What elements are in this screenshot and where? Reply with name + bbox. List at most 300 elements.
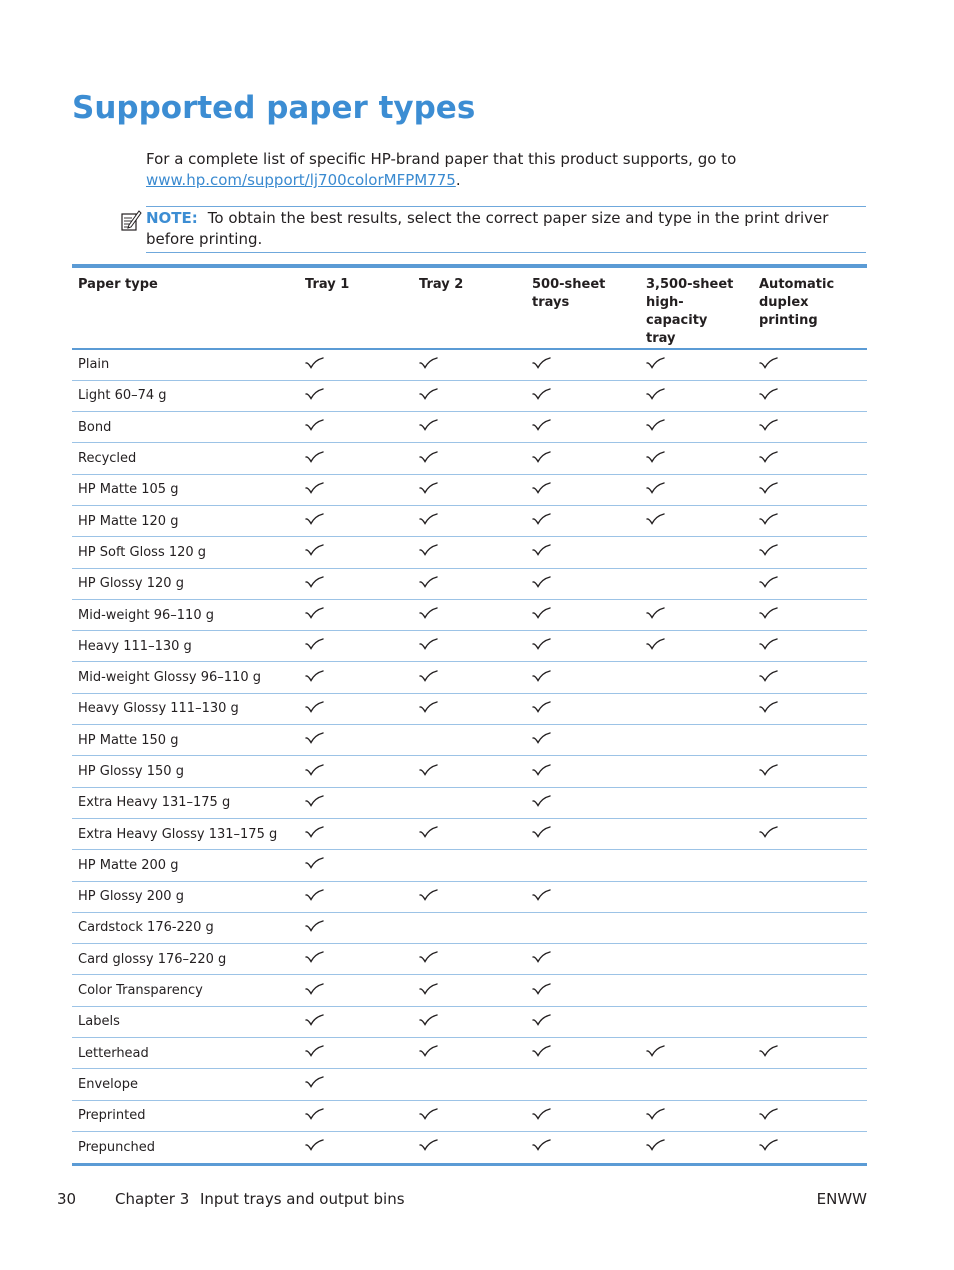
cell-tray-2 bbox=[413, 599, 526, 630]
cell-tray-1 bbox=[299, 537, 413, 568]
cell-duplex bbox=[753, 1100, 867, 1131]
checkmark-icon bbox=[419, 482, 438, 494]
checkmark-icon bbox=[759, 544, 778, 556]
cell-tray-1 bbox=[299, 850, 413, 881]
cell-3500-sheet bbox=[640, 944, 753, 975]
cell-500-sheet bbox=[526, 944, 640, 975]
checkmark-icon bbox=[532, 764, 551, 776]
cell-tray-1 bbox=[299, 725, 413, 756]
checkmark-icon bbox=[646, 451, 665, 463]
table-row bbox=[72, 349, 867, 380]
cell-duplex bbox=[753, 1131, 867, 1162]
cell-tray-2 bbox=[413, 1069, 526, 1100]
checkmark-icon bbox=[759, 826, 778, 838]
checkmark-icon bbox=[419, 1014, 438, 1026]
cell-tray-1 bbox=[299, 975, 413, 1006]
cell-3500-sheet bbox=[640, 912, 753, 943]
cell-tray-2 bbox=[413, 725, 526, 756]
cell-tray-1 bbox=[299, 1038, 413, 1069]
cell-3500-sheet bbox=[640, 662, 753, 693]
table-row bbox=[72, 1100, 867, 1131]
checkmark-icon bbox=[532, 388, 551, 400]
cell-500-sheet bbox=[526, 818, 640, 849]
checkmark-icon bbox=[532, 983, 551, 995]
cell-duplex bbox=[753, 380, 867, 411]
cell-500-sheet bbox=[526, 1100, 640, 1131]
cell-500-sheet bbox=[526, 568, 640, 599]
cell-500-sheet bbox=[526, 662, 640, 693]
checkmark-icon bbox=[646, 482, 665, 494]
cell-3500-sheet bbox=[640, 1069, 753, 1100]
cell-duplex bbox=[753, 881, 867, 912]
cell-duplex bbox=[753, 537, 867, 568]
checkmark-icon bbox=[305, 732, 324, 744]
cell-duplex bbox=[753, 568, 867, 599]
cell-duplex bbox=[753, 662, 867, 693]
cell-tray-2 bbox=[413, 1100, 526, 1131]
table-row bbox=[72, 474, 867, 505]
table-row bbox=[72, 505, 867, 536]
header-duplex: Automatic duplex printing bbox=[753, 268, 867, 349]
cell-tray-1 bbox=[299, 662, 413, 693]
support-link[interactable]: www.hp.com/support/lj700colorMFPM775 bbox=[146, 171, 456, 189]
checkmark-icon bbox=[646, 607, 665, 619]
paper-type-cell: Heavy 111–130 g bbox=[72, 631, 299, 662]
table-row bbox=[72, 850, 867, 881]
checkmark-icon bbox=[305, 826, 324, 838]
checkmark-icon bbox=[305, 889, 324, 901]
cell-tray-1 bbox=[299, 631, 413, 662]
checkmark-icon bbox=[305, 1139, 324, 1151]
checkmark-icon bbox=[532, 607, 551, 619]
intro-end: . bbox=[455, 171, 461, 189]
table-row bbox=[72, 537, 867, 568]
checkmark-icon bbox=[305, 1108, 324, 1120]
cell-tray-2 bbox=[413, 631, 526, 662]
paper-type-cell: Envelope bbox=[72, 1069, 299, 1100]
paper-type-cell: Recycled bbox=[72, 443, 299, 474]
cell-tray-1 bbox=[299, 443, 413, 474]
cell-tray-1 bbox=[299, 1100, 413, 1131]
paper-type-cell: Preprinted bbox=[72, 1100, 299, 1131]
cell-tray-1 bbox=[299, 599, 413, 630]
checkmark-icon bbox=[532, 482, 551, 494]
checkmark-icon bbox=[305, 857, 324, 869]
cell-tray-2 bbox=[413, 1131, 526, 1162]
checkmark-icon bbox=[305, 388, 324, 400]
cell-tray-1 bbox=[299, 505, 413, 536]
cell-tray-2 bbox=[413, 568, 526, 599]
paper-type-cell: HP Glossy 120 g bbox=[72, 568, 299, 599]
table-row bbox=[72, 1131, 867, 1162]
checkmark-icon bbox=[305, 670, 324, 682]
cell-duplex bbox=[753, 818, 867, 849]
checkmark-icon bbox=[532, 638, 551, 650]
paper-type-cell: Extra Heavy 131–175 g bbox=[72, 787, 299, 818]
checkmark-icon bbox=[419, 670, 438, 682]
cell-duplex bbox=[753, 1006, 867, 1037]
cell-tray-2 bbox=[413, 349, 526, 380]
paper-type-cell: HP Matte 200 g bbox=[72, 850, 299, 881]
cell-tray-1 bbox=[299, 1069, 413, 1100]
note-text: To obtain the best results, select the correct paper size and type in the print driver before printing. bbox=[146, 209, 829, 248]
cell-500-sheet bbox=[526, 505, 640, 536]
cell-500-sheet bbox=[526, 380, 640, 411]
checkmark-icon bbox=[419, 701, 438, 713]
cell-tray-1 bbox=[299, 1006, 413, 1037]
cell-3500-sheet bbox=[640, 631, 753, 662]
note-box bbox=[146, 206, 866, 253]
table-row bbox=[72, 693, 867, 724]
cell-3500-sheet bbox=[640, 505, 753, 536]
cell-duplex bbox=[753, 505, 867, 536]
checkmark-icon bbox=[759, 513, 778, 525]
cell-500-sheet bbox=[526, 1038, 640, 1069]
header-3500-sheet: 3,500-sheet high-capacity tray bbox=[640, 268, 753, 349]
cell-duplex bbox=[753, 975, 867, 1006]
cell-tray-2 bbox=[413, 662, 526, 693]
checkmark-icon bbox=[305, 576, 324, 588]
cell-tray-1 bbox=[299, 693, 413, 724]
cell-tray-2 bbox=[413, 474, 526, 505]
paper-type-cell: Bond bbox=[72, 412, 299, 443]
cell-tray-1 bbox=[299, 349, 413, 380]
cell-500-sheet bbox=[526, 631, 640, 662]
cell-500-sheet bbox=[526, 850, 640, 881]
cell-tray-1 bbox=[299, 944, 413, 975]
table-row bbox=[72, 1069, 867, 1100]
table-row bbox=[72, 975, 867, 1006]
cell-tray-2 bbox=[413, 1006, 526, 1037]
cell-duplex bbox=[753, 631, 867, 662]
checkmark-icon bbox=[305, 764, 324, 776]
header-tray-1: Tray 1 bbox=[299, 268, 413, 349]
checkmark-icon bbox=[305, 920, 324, 932]
cell-tray-1 bbox=[299, 756, 413, 787]
cell-duplex bbox=[753, 412, 867, 443]
cell-tray-2 bbox=[413, 756, 526, 787]
cell-500-sheet bbox=[526, 599, 640, 630]
checkmark-icon bbox=[419, 764, 438, 776]
cell-tray-1 bbox=[299, 380, 413, 411]
checkmark-icon bbox=[305, 357, 324, 369]
cell-tray-2 bbox=[413, 505, 526, 536]
checkmark-icon bbox=[532, 1139, 551, 1151]
checkmark-icon bbox=[532, 670, 551, 682]
intro-paragraph bbox=[146, 149, 866, 191]
checkmark-icon bbox=[532, 419, 551, 431]
cell-tray-2 bbox=[413, 693, 526, 724]
cell-duplex bbox=[753, 850, 867, 881]
checkmark-icon bbox=[759, 764, 778, 776]
cell-3500-sheet bbox=[640, 818, 753, 849]
paper-type-cell: Mid-weight Glossy 96–110 g bbox=[72, 662, 299, 693]
footer-section: Input trays and output bins bbox=[200, 1190, 405, 1208]
checkmark-icon bbox=[419, 544, 438, 556]
paper-type-cell: Light 60–74 g bbox=[72, 380, 299, 411]
table-row bbox=[72, 912, 867, 943]
checkmark-icon bbox=[305, 1045, 324, 1057]
cell-3500-sheet bbox=[640, 412, 753, 443]
checkmark-icon bbox=[305, 513, 324, 525]
cell-3500-sheet bbox=[640, 1006, 753, 1037]
checkmark-icon bbox=[419, 419, 438, 431]
header-500-sheet: 500-sheet trays bbox=[526, 268, 640, 349]
checkmark-icon bbox=[532, 1014, 551, 1026]
cell-tray-1 bbox=[299, 412, 413, 443]
checkmark-icon bbox=[532, 951, 551, 963]
cell-tray-2 bbox=[413, 975, 526, 1006]
checkmark-icon bbox=[532, 357, 551, 369]
paper-type-cell: HP Matte 120 g bbox=[72, 505, 299, 536]
cell-500-sheet bbox=[526, 1131, 640, 1162]
cell-tray-2 bbox=[413, 787, 526, 818]
checkmark-icon bbox=[532, 826, 551, 838]
cell-3500-sheet bbox=[640, 474, 753, 505]
cell-3500-sheet bbox=[640, 756, 753, 787]
intro-text: For a complete list of specific HP-brand paper that this product supports, go to bbox=[146, 150, 737, 168]
table-row bbox=[72, 599, 867, 630]
cell-duplex bbox=[753, 693, 867, 724]
cell-3500-sheet bbox=[640, 537, 753, 568]
checkmark-icon bbox=[419, 1045, 438, 1057]
footer-enww: ENWW bbox=[816, 1190, 867, 1208]
page-title: Supported paper types bbox=[72, 90, 476, 126]
cell-500-sheet bbox=[526, 756, 640, 787]
cell-tray-2 bbox=[413, 412, 526, 443]
table-row bbox=[72, 380, 867, 411]
table-row bbox=[72, 1038, 867, 1069]
cell-duplex bbox=[753, 474, 867, 505]
cell-500-sheet bbox=[526, 1069, 640, 1100]
checkmark-icon bbox=[532, 544, 551, 556]
cell-500-sheet bbox=[526, 787, 640, 818]
cell-3500-sheet bbox=[640, 850, 753, 881]
checkmark-icon bbox=[305, 638, 324, 650]
paper-type-cell: Prepunched bbox=[78, 1139, 156, 1155]
checkmark-icon bbox=[759, 388, 778, 400]
cell-3500-sheet bbox=[640, 1100, 753, 1131]
table-row bbox=[72, 944, 867, 975]
cell-500-sheet bbox=[526, 537, 640, 568]
checkmark-icon bbox=[419, 513, 438, 525]
checkmark-icon bbox=[759, 1045, 778, 1057]
checkmark-icon bbox=[419, 388, 438, 400]
checkmark-icon bbox=[759, 482, 778, 494]
table-row bbox=[72, 787, 867, 818]
cell-tray-1 bbox=[299, 568, 413, 599]
cell-3500-sheet bbox=[640, 568, 753, 599]
cell-500-sheet bbox=[526, 349, 640, 380]
table-row bbox=[72, 725, 867, 756]
cell-3500-sheet bbox=[640, 725, 753, 756]
checkmark-icon bbox=[305, 544, 324, 556]
cell-duplex bbox=[753, 725, 867, 756]
checkmark-icon bbox=[419, 1139, 438, 1151]
checkmark-icon bbox=[532, 889, 551, 901]
cell-3500-sheet bbox=[640, 787, 753, 818]
checkmark-icon bbox=[305, 1076, 324, 1088]
checkmark-icon bbox=[646, 1045, 665, 1057]
cell-3500-sheet bbox=[640, 380, 753, 411]
cell-500-sheet bbox=[526, 912, 640, 943]
checkmark-icon bbox=[305, 1014, 324, 1026]
checkmark-icon bbox=[305, 482, 324, 494]
checkmark-icon bbox=[419, 638, 438, 650]
cell-3500-sheet bbox=[640, 1131, 753, 1162]
checkmark-icon bbox=[646, 419, 665, 431]
paper-type-cell: Mid-weight 96–110 g bbox=[72, 599, 299, 630]
checkmark-icon bbox=[646, 357, 665, 369]
cell-tray-2 bbox=[413, 443, 526, 474]
checkmark-icon bbox=[759, 607, 778, 619]
cell-3500-sheet bbox=[640, 443, 753, 474]
checkmark-icon bbox=[419, 607, 438, 619]
cell-duplex bbox=[753, 443, 867, 474]
checkmark-icon bbox=[532, 732, 551, 744]
paper-type-cell: Card glossy 176–220 g bbox=[72, 944, 299, 975]
paper-type-cell: Plain bbox=[72, 349, 299, 380]
paper-type-cell: Extra Heavy Glossy 131–175 g bbox=[72, 818, 299, 849]
cell-tray-2 bbox=[413, 944, 526, 975]
checkmark-icon bbox=[759, 701, 778, 713]
paper-type-cell: Color Transparency bbox=[72, 975, 299, 1006]
checkmark-icon bbox=[419, 983, 438, 995]
cell-500-sheet bbox=[526, 474, 640, 505]
cell-500-sheet bbox=[526, 443, 640, 474]
table-row bbox=[72, 1006, 867, 1037]
cell-tray-2 bbox=[413, 818, 526, 849]
cell-500-sheet bbox=[526, 725, 640, 756]
checkmark-icon bbox=[419, 889, 438, 901]
cell-tray-2 bbox=[413, 850, 526, 881]
cell-duplex bbox=[753, 944, 867, 975]
cell-3500-sheet bbox=[640, 349, 753, 380]
cell-duplex bbox=[753, 912, 867, 943]
paper-type-cell: HP Glossy 200 g bbox=[72, 881, 299, 912]
cell-tray-2 bbox=[413, 1038, 526, 1069]
table-row bbox=[72, 443, 867, 474]
paper-type-cell: Labels bbox=[72, 1006, 299, 1037]
header-tray-2: Tray 2 bbox=[413, 268, 526, 349]
cell-duplex bbox=[753, 787, 867, 818]
table-bottom-rule bbox=[72, 1163, 867, 1166]
checkmark-icon bbox=[532, 1045, 551, 1057]
checkmark-icon bbox=[759, 1139, 778, 1151]
checkmark-icon bbox=[419, 357, 438, 369]
table-row bbox=[72, 412, 867, 443]
cell-500-sheet bbox=[526, 412, 640, 443]
cell-tray-2 bbox=[413, 912, 526, 943]
cell-tray-2 bbox=[413, 881, 526, 912]
cell-duplex bbox=[753, 1069, 867, 1100]
cell-3500-sheet bbox=[640, 599, 753, 630]
paper-types-table-wrapper bbox=[72, 264, 867, 1166]
checkmark-icon bbox=[532, 795, 551, 807]
cell-3500-sheet bbox=[640, 975, 753, 1006]
paper-type-cell: HP Soft Gloss 120 g bbox=[72, 537, 299, 568]
paper-types-table bbox=[72, 268, 867, 1163]
checkmark-icon bbox=[305, 983, 324, 995]
checkmark-icon bbox=[759, 576, 778, 588]
cell-duplex bbox=[753, 349, 867, 380]
cell-tray-1 bbox=[299, 787, 413, 818]
table-body bbox=[72, 349, 867, 1163]
cell-tray-1 bbox=[299, 912, 413, 943]
checkmark-icon bbox=[419, 576, 438, 588]
cell-tray-1 bbox=[299, 474, 413, 505]
table-row bbox=[72, 881, 867, 912]
header-paper-type: Paper type bbox=[72, 268, 299, 349]
paper-type-cell: Cardstock 176-220 g bbox=[72, 912, 299, 943]
paper-type-cell: Heavy Glossy 111–130 g bbox=[72, 693, 299, 724]
cell-duplex bbox=[753, 1038, 867, 1069]
cell-3500-sheet bbox=[640, 1038, 753, 1069]
checkmark-icon bbox=[646, 638, 665, 650]
checkmark-icon bbox=[532, 576, 551, 588]
checkmark-icon bbox=[305, 419, 324, 431]
paper-type-cell: Letterhead bbox=[72, 1038, 299, 1069]
checkmark-icon bbox=[759, 451, 778, 463]
table-row bbox=[72, 568, 867, 599]
checkmark-icon bbox=[532, 701, 551, 713]
cell-3500-sheet bbox=[640, 693, 753, 724]
table-row bbox=[72, 756, 867, 787]
checkmark-icon bbox=[646, 388, 665, 400]
table-header-row bbox=[72, 268, 867, 349]
checkmark-icon bbox=[305, 451, 324, 463]
table-row bbox=[72, 818, 867, 849]
checkmark-icon bbox=[532, 513, 551, 525]
paper-type-cell: HP Matte 105 g bbox=[72, 474, 299, 505]
checkmark-icon bbox=[646, 1108, 665, 1120]
checkmark-icon bbox=[305, 951, 324, 963]
paper-type-cell: HP Matte 150 g bbox=[72, 725, 299, 756]
cell-500-sheet bbox=[526, 975, 640, 1006]
cell-duplex bbox=[753, 599, 867, 630]
checkmark-icon bbox=[305, 795, 324, 807]
cell-500-sheet bbox=[526, 881, 640, 912]
footer-chapter: Chapter 3 bbox=[115, 1190, 190, 1208]
checkmark-icon bbox=[646, 513, 665, 525]
cell-tray-2 bbox=[413, 537, 526, 568]
checkmark-icon bbox=[759, 670, 778, 682]
cell-tray-2 bbox=[413, 380, 526, 411]
cell-tray-1 bbox=[299, 818, 413, 849]
cell-tray-1 bbox=[299, 881, 413, 912]
checkmark-icon bbox=[532, 1108, 551, 1120]
cell-3500-sheet bbox=[640, 881, 753, 912]
cell-500-sheet bbox=[526, 1006, 640, 1037]
checkmark-icon bbox=[419, 951, 438, 963]
checkmark-icon bbox=[419, 826, 438, 838]
cell-500-sheet bbox=[526, 693, 640, 724]
checkmark-icon bbox=[419, 451, 438, 463]
table-row bbox=[72, 662, 867, 693]
checkmark-icon bbox=[759, 357, 778, 369]
paper-type-cell: HP Glossy 150 g bbox=[72, 756, 299, 787]
cell-duplex bbox=[753, 756, 867, 787]
checkmark-icon bbox=[759, 1108, 778, 1120]
checkmark-icon bbox=[759, 419, 778, 431]
checkmark-icon bbox=[759, 638, 778, 650]
checkmark-icon bbox=[305, 701, 324, 713]
checkmark-icon bbox=[419, 1108, 438, 1120]
checkmark-icon bbox=[305, 607, 324, 619]
page-number: 30 bbox=[57, 1190, 77, 1208]
cell-tray-1 bbox=[299, 1131, 413, 1162]
table-row bbox=[72, 631, 867, 662]
